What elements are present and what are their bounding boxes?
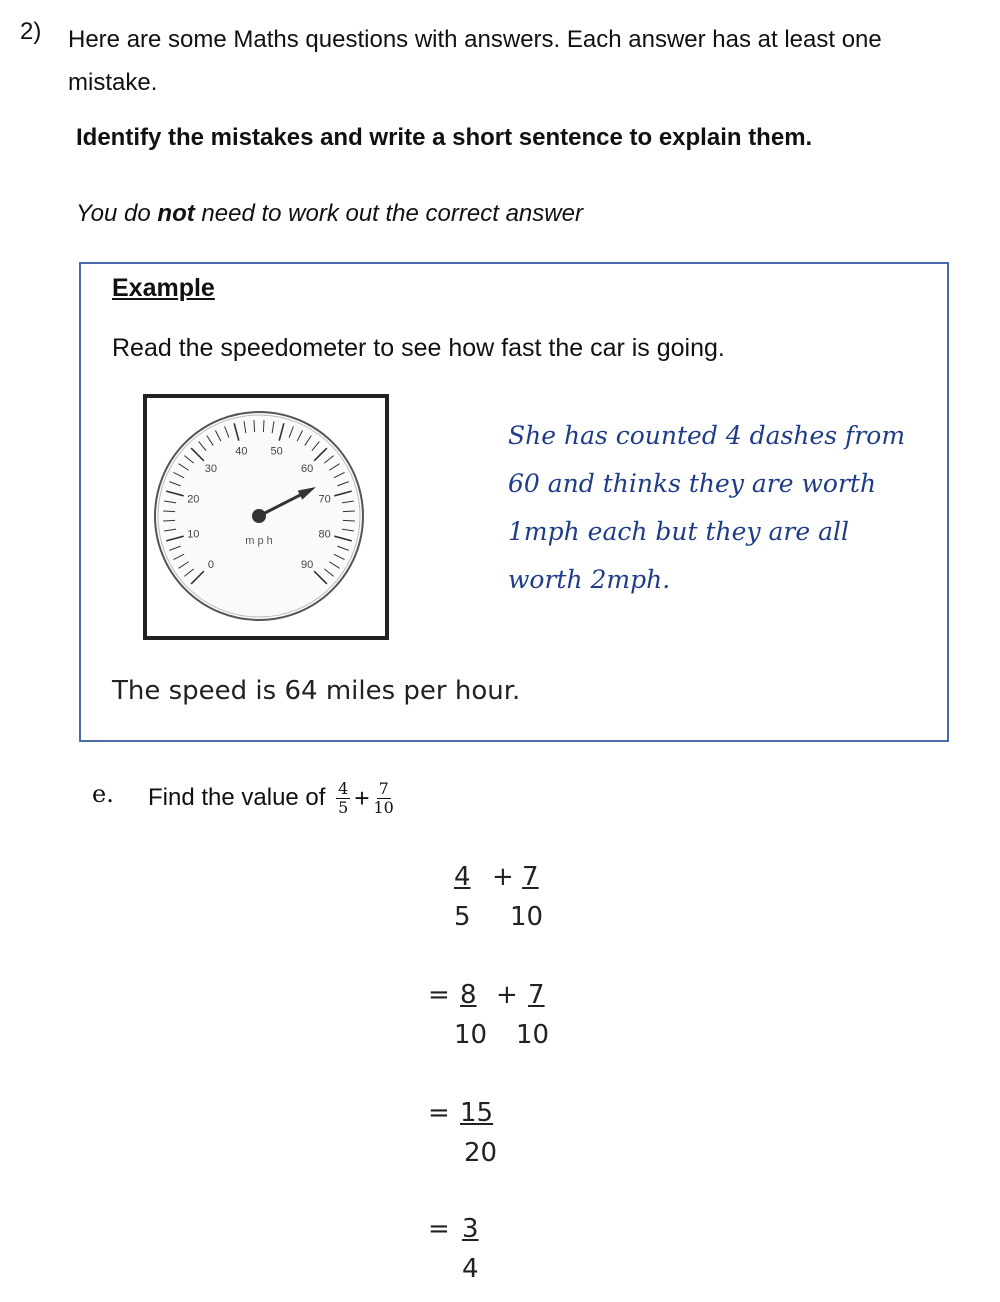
gauge-tick-label: 80	[318, 528, 331, 541]
step1-op: +	[492, 862, 514, 892]
example-question: Read the speedometer to see how fast the car is going.	[112, 334, 725, 362]
step1-a-num: 4	[454, 862, 471, 892]
gauge-tick-label: 50	[270, 445, 283, 458]
step2-b-den: 10	[516, 1020, 550, 1050]
step3-eq: =	[428, 1098, 450, 1128]
gauge-unit-label: m p h	[245, 535, 273, 547]
gauge-tick-mark	[263, 420, 264, 432]
gauge-tick-label: 70	[318, 493, 331, 506]
part-e-question	[148, 780, 398, 817]
gauge-tick-label: 60	[300, 462, 314, 475]
gauge-tick-label: 30	[204, 462, 218, 475]
frac1-num: 4	[338, 779, 349, 798]
part-e-label: e.	[92, 780, 114, 808]
example-title: Example	[112, 274, 215, 302]
gauge-tick-label: 90	[300, 559, 314, 572]
gauge-tick-mark	[254, 420, 255, 432]
gauge-tick-label: 40	[235, 445, 248, 458]
step2-b-num: 7	[528, 980, 545, 1010]
gauge-tick-label: 10	[187, 528, 200, 541]
note-prefix: You do	[76, 200, 158, 227]
gauge-tick-mark	[163, 511, 175, 512]
step1-b-num: 7	[522, 862, 539, 892]
note-bold: not	[157, 200, 195, 227]
step1-b-den: 10	[510, 902, 544, 932]
frac2-den: 10	[373, 798, 394, 817]
gauge-tick-label: 0	[207, 559, 214, 572]
step4-den: 4	[462, 1254, 479, 1284]
note-suffix: need to work out the correct answer	[194, 200, 583, 227]
frac1-den: 5	[338, 798, 349, 817]
gauge-needle-hub	[252, 509, 266, 523]
step4-eq: =	[428, 1214, 450, 1244]
step2-a-num: 8	[460, 980, 477, 1010]
example-answer: The speed is 64 miles per hour.	[112, 676, 521, 706]
question-instruction: Identify the mistakes and write a short sentence to explain them.	[76, 124, 813, 151]
question-intro: Here are some Maths questions with answers. Each answer has at least one mistake.	[68, 26, 882, 96]
gauge-tick-label: 20	[187, 493, 200, 506]
step3-num: 15	[460, 1098, 494, 1128]
speedometer-image	[143, 394, 389, 640]
question-note	[76, 200, 583, 228]
speedometer-svg	[147, 398, 385, 636]
gauge-tick-mark	[163, 520, 175, 521]
fraction-four-fifths	[336, 780, 350, 817]
step2-eq: =	[428, 980, 450, 1010]
fraction-seven-tenths	[374, 780, 394, 817]
step4-num: 3	[462, 1214, 479, 1244]
gauge-tick-mark	[343, 520, 355, 521]
step2-op: +	[496, 980, 518, 1010]
part-e-question-text: Find the value of	[148, 783, 326, 811]
step2-a-den: 10	[454, 1020, 488, 1050]
step1-a-den: 5	[454, 902, 471, 932]
plus-sign: +	[354, 783, 370, 813]
frac2-num: 7	[378, 779, 389, 798]
gauge-tick-mark	[343, 511, 355, 512]
question-number: 2)	[20, 18, 42, 45]
step3-den: 20	[464, 1138, 498, 1168]
handwritten-explanation: She has counted 4 dashes from 60 and thinks they are worth 1mph each but they are all worth 2mph.	[508, 421, 906, 594]
